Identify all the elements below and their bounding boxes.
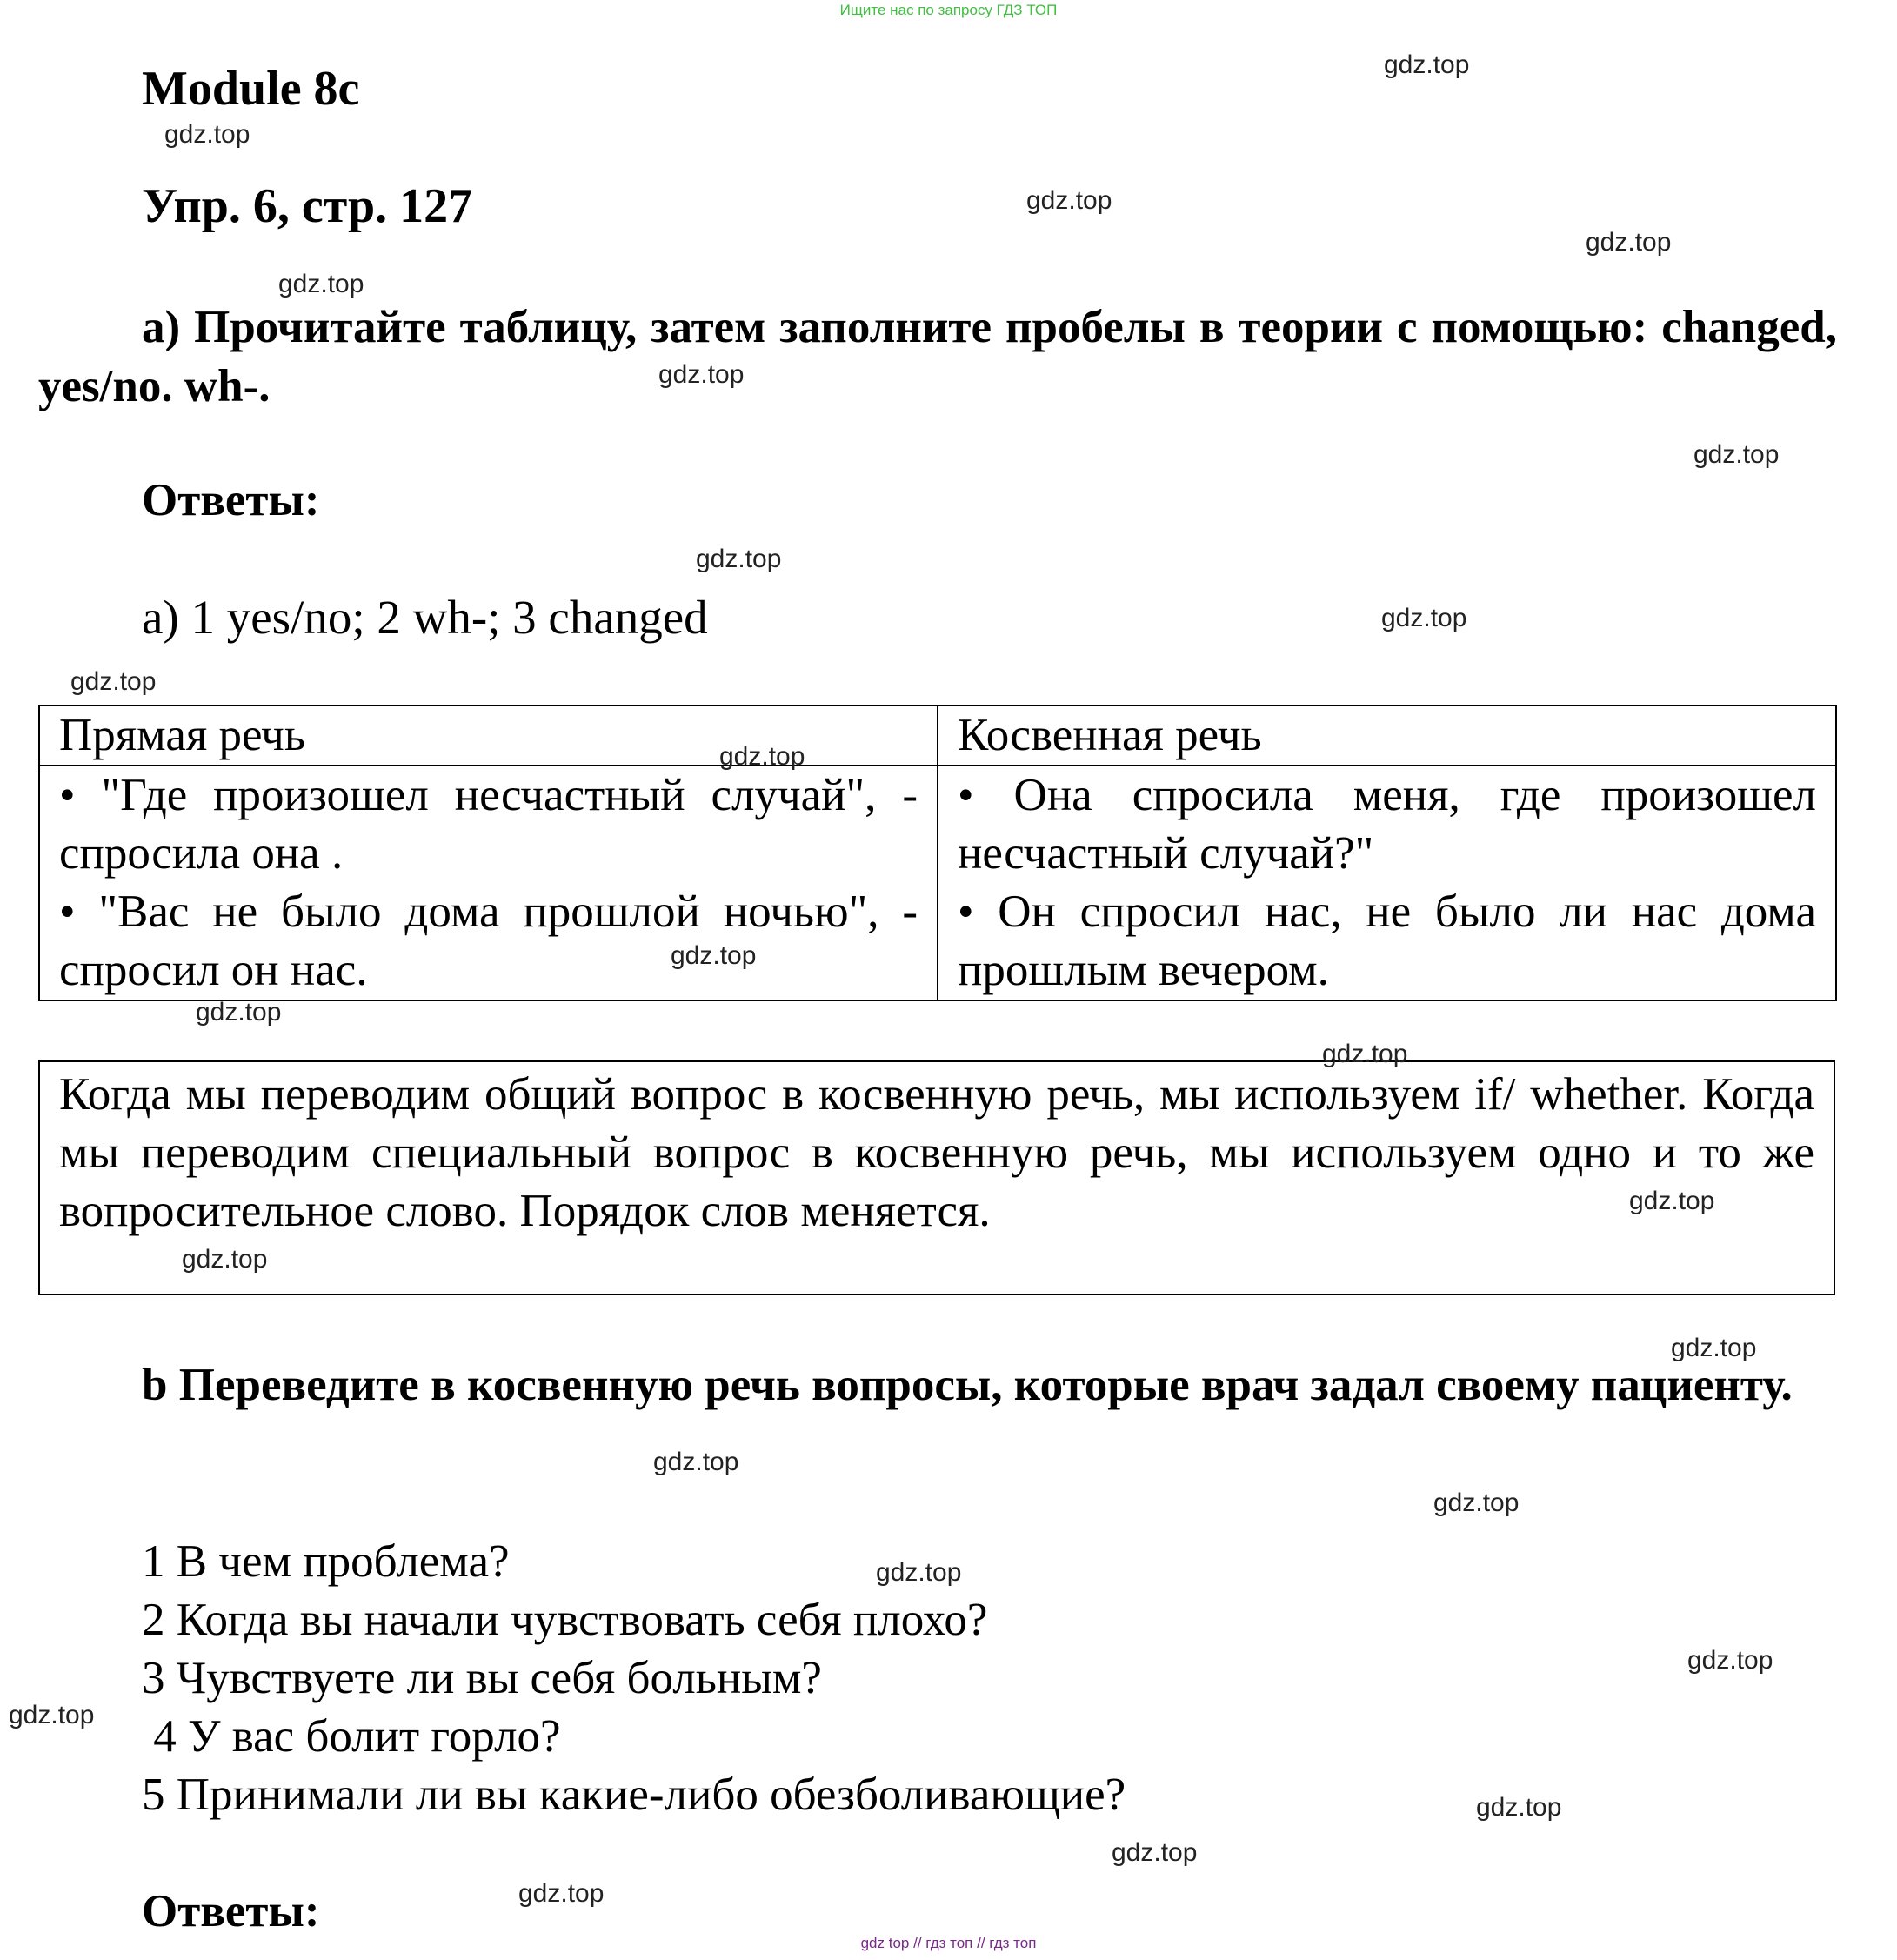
footer-note: gdz top // гдз топ // гдз топ xyxy=(860,1935,1037,1951)
watermark: gdz.top xyxy=(182,1245,268,1274)
watermark: gdz.top xyxy=(278,270,364,298)
reported-speech-cell xyxy=(938,766,1836,1000)
watermark: gdz.top xyxy=(1671,1334,1757,1362)
list-item: 3 Чувствуете ли вы себя больным? xyxy=(142,1653,822,1703)
answers-heading: Ответы: xyxy=(142,475,320,525)
watermark: gdz.top xyxy=(1433,1488,1520,1517)
watermark: gdz.top xyxy=(1381,604,1467,632)
direct-example-1: • "Где произошел несчастный случай", - спросила она . xyxy=(59,770,918,879)
module-title: Module 8c xyxy=(142,62,360,116)
watermark: gdz.top xyxy=(1629,1187,1715,1215)
watermark: gdz.top xyxy=(1586,228,1672,257)
list-item: 1 В чем проблема? xyxy=(142,1536,510,1587)
direct-example-2: • "Вас не было дома прошлой ночью", - спросил он нас. xyxy=(59,886,918,995)
watermark: gdz.top xyxy=(719,742,805,771)
watermark: gdz.top xyxy=(696,545,782,573)
watermark: gdz.top xyxy=(653,1448,739,1476)
watermark: gdz.top xyxy=(518,1879,605,1908)
exercise-reference: Упр. 6, стр. 127 xyxy=(142,179,473,233)
reported-example-1: • Она спросила меня, где произошел несчастный случай?" xyxy=(958,770,1816,879)
theory-box xyxy=(38,1060,1835,1295)
reported-example-2: • Он спросил нас, не было ли нас дома прошлым вечером. xyxy=(958,886,1816,995)
answers-heading-2: Ответы: xyxy=(142,1886,320,1937)
speech-table xyxy=(38,705,1837,1001)
header-reported-speech: Косвенная речь xyxy=(938,706,1836,766)
list-item: 4 У вас болит горло? xyxy=(142,1711,561,1762)
task-a-instruction: a) Прочитайте таблицу, затем заполните пробелы в теории с помощью: changed, yes/no. wh-. xyxy=(38,302,1837,411)
question-list xyxy=(142,1533,1126,1824)
watermark: gdz.top xyxy=(196,998,282,1027)
answer-a: a) 1 yes/no; 2 wh-; 3 changed xyxy=(142,591,708,644)
watermark: gdz.top xyxy=(9,1701,95,1729)
watermark: gdz.top xyxy=(1322,1040,1408,1068)
watermark: gdz.top xyxy=(1026,186,1112,215)
watermark: gdz.top xyxy=(1112,1838,1198,1867)
list-item: 5 Принимали ли вы какие-либо обезболивающие? xyxy=(142,1769,1126,1820)
direct-speech-cell xyxy=(39,766,938,1000)
watermark: gdz.top xyxy=(671,941,757,970)
watermark: gdz.top xyxy=(658,360,745,389)
watermark: gdz.top xyxy=(1476,1793,1562,1822)
search-hint: Ищите нас по запросу ГДЗ ТОП xyxy=(839,2,1058,18)
watermark: gdz.top xyxy=(164,120,250,149)
watermark: gdz.top xyxy=(1687,1646,1773,1675)
table-row xyxy=(39,766,1836,1000)
theory-text: Когда мы переводим общий вопрос в косвенную речь, мы используем if/ whether. Когда мы переводим специальный вопрос в косвенную речь, мы используем одно и то же вопросительное слово. Порядок слов меняется. xyxy=(59,1069,1814,1236)
watermark: gdz.top xyxy=(1693,440,1780,469)
table-header-row xyxy=(39,706,1836,766)
list-item: 2 Когда вы начали чувствовать себя плохо? xyxy=(142,1595,988,1645)
header-direct-speech: Прямая речь xyxy=(39,706,938,766)
task-b-instruction: b Переведите в косвенную речь вопросы, которые врач задал своему пациенту. xyxy=(142,1360,1793,1410)
watermark: gdz.top xyxy=(70,667,157,696)
watermark: gdz.top xyxy=(1384,50,1470,79)
watermark: gdz.top xyxy=(876,1558,962,1587)
